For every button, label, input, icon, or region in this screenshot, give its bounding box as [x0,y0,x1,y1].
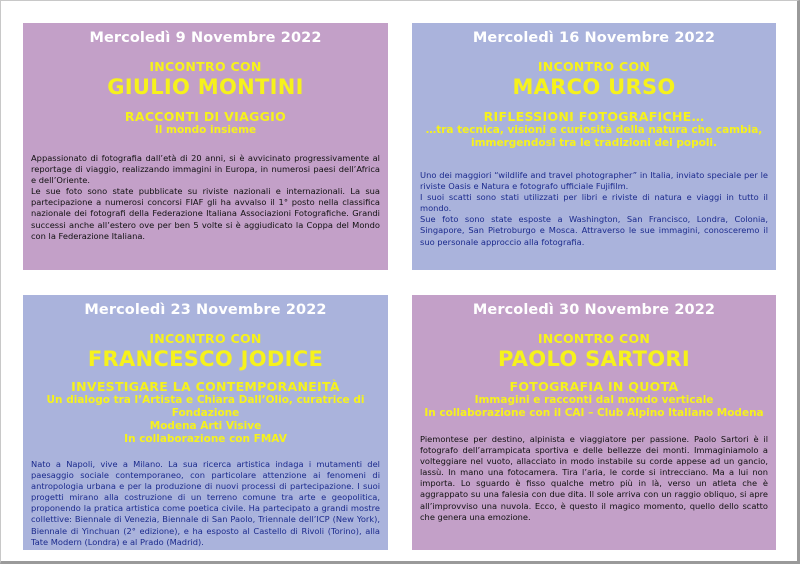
speaker-name: PAOLO SARTORI [497,347,691,371]
meeting-label: INCONTRO CON [537,331,651,346]
talk-tagline: …tra tecnica, visioni e curiosità della natura che cambia, [425,124,763,136]
event-card-montini [23,23,388,270]
event-card-urso [412,23,776,270]
talk-tagline: Il mondo insieme [154,124,257,136]
speaker-description [23,459,388,548]
talk-tagline: Modena Arti Visive [149,420,262,432]
talk-title: FOTOGRAFIA IN QUOTA [509,379,679,394]
speaker-description [412,434,776,523]
speaker-name: MARCO URSO [512,75,676,99]
talk-tagline: Immagini e racconti dal mondo verticale [474,394,714,406]
event-date: Mercoledì 9 Novembre 2022 [89,30,322,46]
description-paragraph: Appassionato di fotografia dall’età di 20 anni, si è avvicinato progressivamente al reportage di viaggio, realizzando immagini in Europa, in numerosi paesi dell’Africa e dell’Oriente. [31,153,380,186]
talk-title: RACCONTI DI VIAGGIO [124,109,287,124]
description-paragraph: Nato a Napoli, vive a Milano. La sua ricerca artistica indaga i mutamenti del paesaggio sociale contemporaneo, con particolare attenzione ai fenomeni di antropologia urbana e per la produzione di nuovi processi di partecipazione. I suoi progetti mirano alla costruzione di un terreno comune tra arte e geopolitica, proponendo la pratica artistica come poetica civile. Ha partecipato a grandi mostre collettive: Biennale di Venezia, Biennale di San Paolo, Triennale dell’ICP (New York), Biennale di Yinchuan (2° edizione), e ha esposto al Castello di Rivoli (Torino), alla Tate Modern (Londra) e al Prado (Madrid). [31,459,380,547]
speaker-name: GIULIO MONTINI [107,75,304,99]
talk-tagline: immergendosi tra le tradizioni dei popoli. [470,137,718,149]
event-date: Mercoledì 30 Novembre 2022 [472,302,716,318]
description-paragraph: I suoi scatti sono stati utilizzati per libri e riviste di natura e viaggi in tutto il mondo. [420,192,768,214]
meeting-label: INCONTRO CON [149,331,262,346]
event-card-sartori [412,295,776,550]
event-card-jodice [23,295,388,550]
description-paragraph: Sue foto sono state esposte a Washington, San Francisco, Londra, Colonia, Singapore, San Pietroburgo e Mosca. Attraverso le sue immagini, conosceremo il suo personale approccio alla fotografia. [420,214,768,247]
talk-title: INVESTIGARE LA CONTEMPORANEITÀ [71,379,340,394]
description-paragraph: Le sue foto sono state pubblicate su riviste nazionali e internazionali. La sua partecipazione a numerosi concorsi FIAF gli ha avvalso il 1° posto nella classifica nazionale dei fotografi della Federazione Italiana Associazioni Fotografiche. Grandi successi anche all’estero ove per ben 5 volte si è aggiudicato la Coppa del Mondo con la Federazione Italiana. [31,186,380,241]
event-date: Mercoledì 23 Novembre 2022 [84,302,327,318]
meeting-label: INCONTRO CON [537,59,651,74]
description-paragraph: Uno dei maggiori “wildlife and travel photographer” in Italia, inviato speciale per le riviste Oasis e Natura e fotografo ufficiale Fujifilm. [420,170,768,192]
talk-tagline: Un dialogo tra l’Artista e Chiara Dall’Olio, curatrice di Fondazione [46,394,365,419]
collaboration-note: In collaborazione con il CAI – Club Alpino Italiano Modena [424,407,764,419]
talk-title: RIFLESSIONI FOTOGRAFICHE… [483,109,705,124]
description-paragraph: Piemontese per destino, alpinista e viaggiatore per passione. Paolo Sartori è il fotografo dell’arrampicata sportiva e delle bellezze dei monti. Immaginiamolo a volteggiare nel vuoto, allacciato in modo instabile su corde appese ad un gancio, lassù. In mano una fotocamera. Tira l’aria, le corde si intrecciano. Ma a lui non importa. Lo sguardo è fisso qualche metro più in là, verso un atleta che è aggrappato su una falesia con due dita. Il sole arriva con un raggio obliquo, si apre all’improvviso una nuvola. Ecco, è questo il magico momento, quello dello scatto che genera una emozione. [420,434,768,522]
collaboration-note: In collaborazione con FMAV [124,433,287,445]
speaker-name: FRANCESCO JODICE [87,347,324,371]
event-date: Mercoledì 16 Novembre 2022 [472,30,716,46]
meeting-label: INCONTRO CON [149,59,262,74]
speaker-description [23,153,388,242]
speaker-description [412,170,776,248]
